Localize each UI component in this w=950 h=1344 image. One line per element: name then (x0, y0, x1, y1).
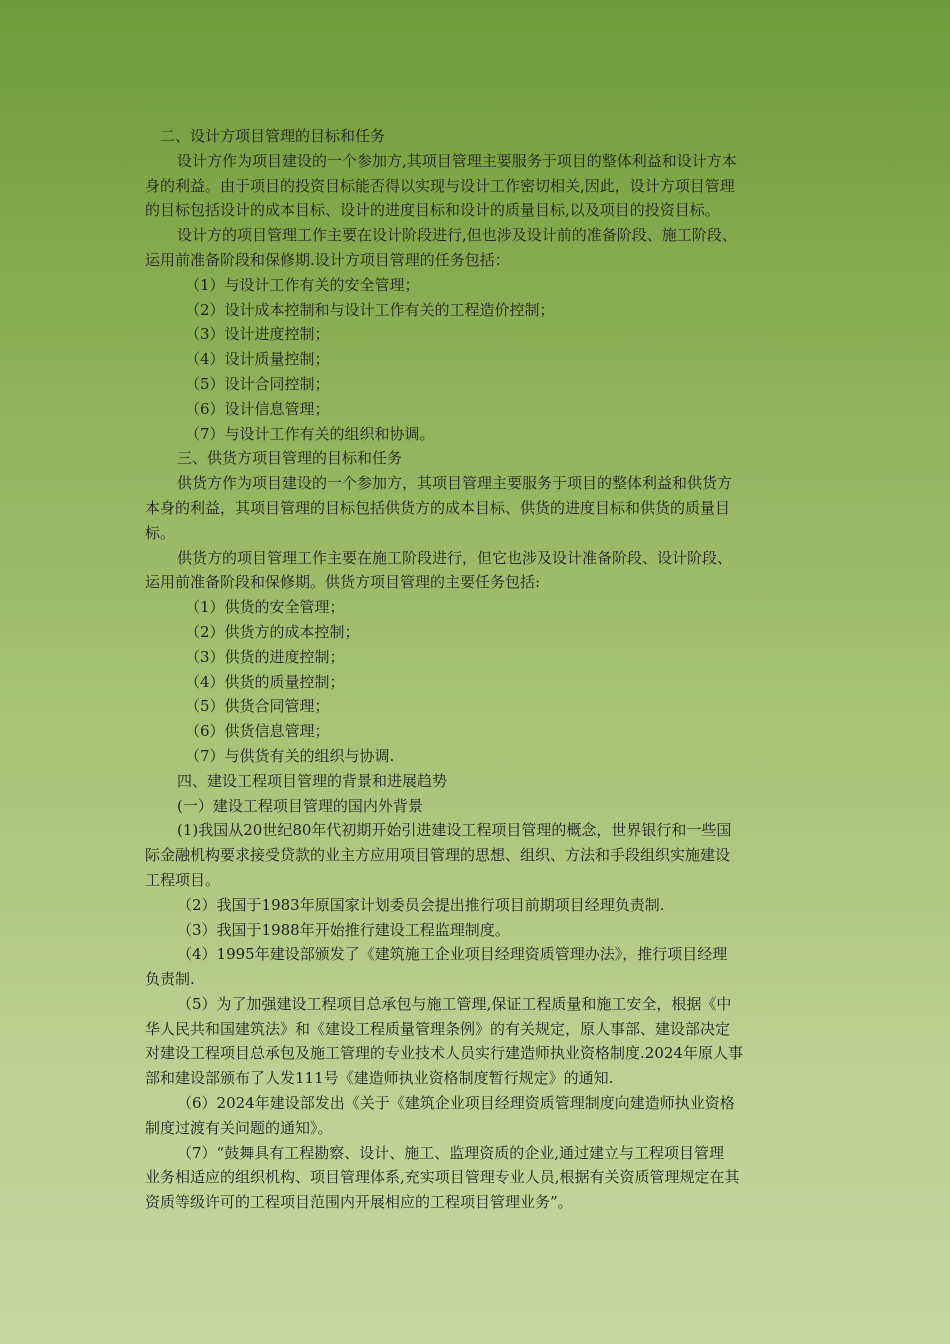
text-line: 设计方作为项目建设的一个参加方,其项目管理主要服务于项目的整体利益和设计方本 (177, 151, 737, 170)
text-line: 三、供货方项目管理的目标和任务 (177, 449, 403, 468)
text-line: （6）2024年建设部发出《关于《建筑企业项目经理资质管理制度向建造师执业资格 (177, 1094, 735, 1113)
text-line: 四、建设工程项目管理的背景和进展趋势 (177, 771, 448, 790)
text-line: 资质等级许可的工程项目范围内开展相应的工程项目管理业务”。 (145, 1193, 573, 1212)
text-line: 身的利益。由于项目的投资目标能否得以实现与设计工作密切相关,因此，设计方项目管理 (145, 176, 735, 195)
text-line: (1)我国从20世纪80年代初期开始引进建设工程项目管理的概念，世界银行和一些国 (177, 821, 732, 840)
text-line: （7）“鼓舞具有工程勘察、设计、施工、监理资质的企业,通过建立与工程项目管理 (177, 1143, 724, 1162)
text-line: （3）供货的进度控制； (185, 647, 345, 666)
text-line: （1）供货的安全管理； (185, 598, 345, 617)
text-line: 设计方的项目管理工作主要在设计阶段进行,但也涉及设计前的准备阶段、施工阶段、 (177, 226, 737, 245)
text-line: 运用前准备阶段和保修期.设计方项目管理的任务包括： (145, 250, 510, 269)
text-line: 运用前准备阶段和保修期。供货方项目管理的主要任务包括: (145, 573, 541, 592)
text-line: （2）设计成本控制和与设计工作有关的工程造价控制； (185, 300, 555, 319)
text-line: 供货方的项目管理工作主要在施工阶段进行，但它也涉及设计准备阶段、设计阶段、 (177, 548, 733, 567)
text-line: 供货方作为项目建设的一个参加方，其项目管理主要服务于项目的整体利益和供货方 (177, 474, 733, 493)
text-line: 标。 (145, 523, 176, 542)
text-line: （4）1995年建设部颁发了《建筑施工企业项目经理资质管理办法》，推行项目经理 (177, 945, 728, 964)
text-line: （5）设计合同控制； (185, 374, 330, 393)
text-line: 制度过渡有关问题的通知》。 (145, 1118, 333, 1137)
text-line: （7）与设计工作有关的组织和协调。 (185, 424, 435, 443)
text-line: 二、设计方项目管理的目标和任务 (160, 127, 386, 145)
text-line: 的目标包括设计的成本目标、设计的进度目标和设计的质量目标,以及项目的投资目标。 (145, 201, 720, 220)
text-line: 本身的利益，其项目管理的目标包括供货方的成本目标、供货的进度目标和供货的质量目 (145, 498, 731, 517)
text-line: 部和建设部颁布了人发111号《建造师执业资格制度暂行规定》的通知. (145, 1069, 614, 1088)
text-line: 工程项目。 (145, 870, 221, 889)
text-line: （5）供货合同管理； (185, 697, 330, 716)
text-line: （2）供货方的成本控制； (185, 622, 360, 641)
text-line: 华人民共和国建筑法》和《建设工程质量管理条例》的有关规定，原人事部、建设部决定 (145, 1019, 731, 1038)
document-body (145, 124, 807, 1215)
text-line: （4）供货的质量控制； (185, 672, 345, 691)
text-line: （6）供货信息管理； (185, 722, 330, 741)
text-line: （4）设计质量控制； (185, 350, 330, 369)
text-line: （1）与设计工作有关的安全管理； (185, 275, 420, 294)
text-line: （6）设计信息管理； (185, 399, 330, 418)
text-line: 对建设工程项目总承包及施工管理的专业技术人员实行建造师执业资格制度.2024年原人事 (145, 1044, 743, 1063)
text-line: （3）我国于1988年开始推行建设工程监理制度。 (177, 920, 510, 939)
text-line: （3）设计进度控制； (185, 325, 330, 344)
text-line: 际金融机构要求接受贷款的业主方应用项目管理的思想、组织、方法和手段组织实施建设 (145, 846, 731, 865)
text-line: 业务相适应的组织机构、项目管理体系,充实项目管理专业人员,根据有关资质管理规定在其 (145, 1168, 740, 1187)
text-line: （5）为了加强建设工程项目总承包与施工管理,保证工程质量和施工安全，根据《中 (177, 994, 732, 1013)
text-line: 负责制. (145, 970, 195, 989)
text-line: (一）建设工程项目管理的国内外背景 (177, 796, 423, 815)
text-line: （7）与供货有关的组织与协调. (185, 746, 395, 765)
text-line: （2）我国于1983年原国家计划委员会提出推行项目前期项目经理负责制. (177, 895, 665, 914)
